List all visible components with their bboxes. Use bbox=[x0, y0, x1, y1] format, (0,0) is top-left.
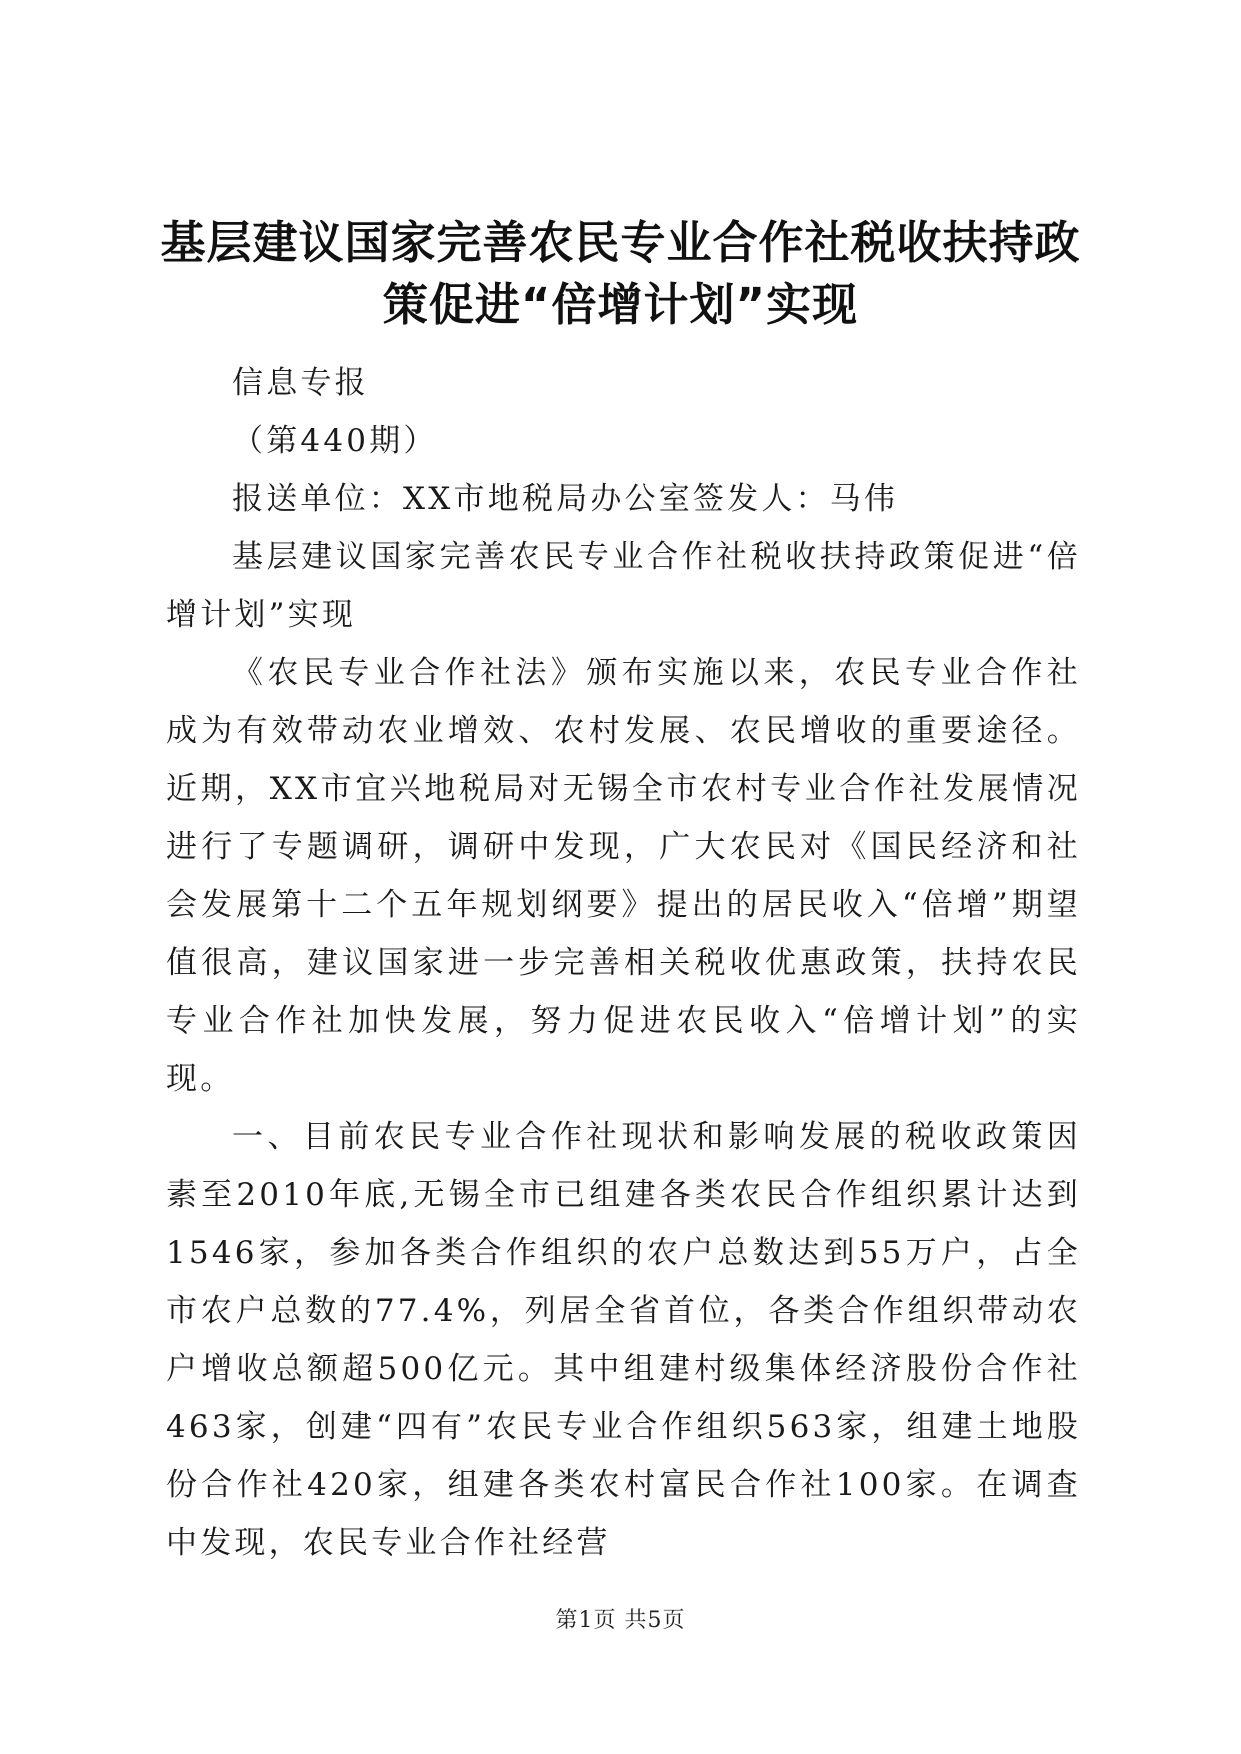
document-body bbox=[166, 354, 1081, 1572]
body-paragraph: 一、目前农民专业合作社现状和影响发展的税收政策因素至2010年底,无锡全市已组建各类农民合作组织累计达到1546家，参加各类合作组织的农户总数达到55万户，占全市农户总数的77.4%，列居全省首位，各类合作组织带动农户增收总额超500亿元。其中组建村级集体经济股份合作社463家，创建“四有”农民专业合作组织563家，组建土地股份合作社420家，组建各类农村富民合作社100家。在调查中发现，农民专业合作社经营 bbox=[166, 1119, 1081, 1561]
page-number: 第1页 共5页 bbox=[555, 1608, 686, 1633]
body-paragraph: 《农民专业合作社法》颁布实施以来，农民专业合作社成为有效带动农业增效、农村发展、农民增收的重要途径。近期，XX市宜兴地税局对无锡全市农村专业合作社发展情况进行了专题调研，调研中发现，广大农民对《国民经济和社会发展第十二个五年规划纲要》提出的居民收入“倍增”期望值很高，建议国家进一步完善相关税收优惠政策，扶持农民专业合作社加快发展，努力促进农民收入“倍增计划”的实现。 bbox=[166, 655, 1081, 1097]
body-heading: 基层建议国家完善农民专业合作社税收扶持政策促进“倍增计划”实现 bbox=[166, 539, 1081, 633]
title-line-2: 策促进“倍增计划”实现 bbox=[382, 278, 859, 331]
report-type: 信息专报 bbox=[232, 365, 369, 401]
sender-line: 报送单位：XX市地税局办公室签发人：马伟 bbox=[232, 481, 899, 517]
document-title bbox=[130, 212, 1111, 336]
issue-number: （第440期） bbox=[232, 423, 438, 459]
title-line-1: 基层建议国家完善农民专业合作社税收扶持政 bbox=[160, 216, 1081, 269]
